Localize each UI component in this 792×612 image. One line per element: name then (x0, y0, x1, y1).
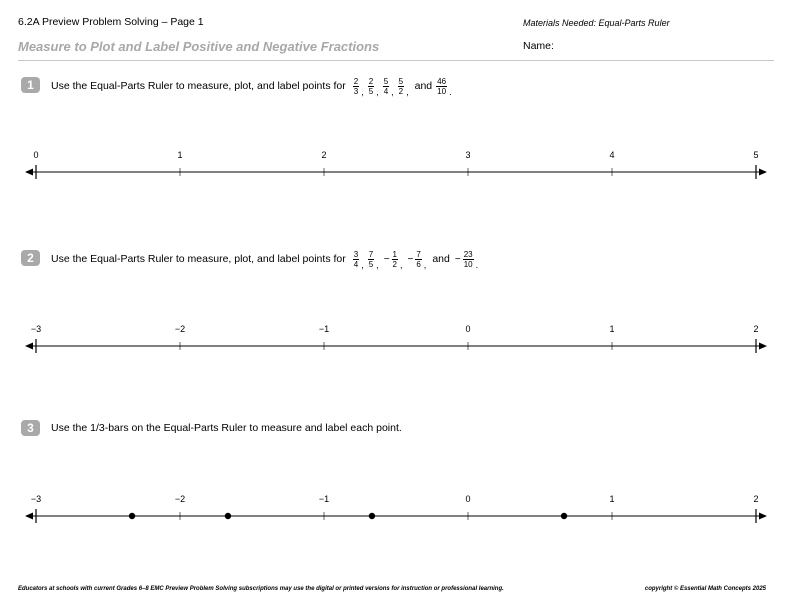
tick-label: 0 (465, 494, 471, 504)
fraction (353, 250, 359, 269)
problem-2-text (51, 248, 481, 270)
problem-statement: Use the Equal-Parts Ruler to measure, plot, and label points for (51, 80, 346, 92)
fraction-numerator: 23 (463, 249, 473, 259)
fraction (463, 250, 474, 269)
header-divider (18, 60, 774, 61)
fraction-denominator: 2 (398, 86, 404, 96)
worksheet-title: 6.2A Preview Problem Solving – Page 1 (18, 16, 204, 28)
negative-sign: − (454, 253, 461, 265)
fraction-numerator: 7 (368, 249, 374, 259)
tick-label: 0 (465, 324, 471, 334)
tick-label: 0 (33, 150, 39, 160)
fraction-numerator: 5 (383, 76, 389, 86)
and-word: and (414, 80, 433, 92)
fraction-denominator: 10 (463, 259, 473, 269)
tick-label: −3 (30, 494, 42, 504)
fraction (383, 77, 389, 96)
left-arrow-icon (25, 343, 33, 350)
tick-label: −2 (174, 494, 186, 504)
left-arrow-icon (25, 513, 33, 520)
footer-license: Educators at schools with current Grades 6–8 EMC Preview Problem Solving subscriptions may use the digital or printed versions for instruction or professional learning. (18, 586, 504, 592)
fraction-numerator: 3 (353, 249, 359, 259)
fraction (368, 250, 374, 269)
problem-1-text (51, 75, 455, 97)
fraction-denominator: 4 (383, 86, 389, 96)
materials-needed: Materials Needed: Equal-Parts Ruler (523, 18, 670, 28)
problem-2-number-line (0, 320, 792, 360)
negative-sign: − (383, 253, 390, 265)
fraction-numerator: 5 (398, 76, 404, 86)
fraction-separator: , (399, 260, 403, 270)
plotted-point (369, 513, 375, 519)
fraction-denominator: 3 (353, 86, 359, 96)
fraction (398, 77, 404, 96)
fraction-separator: , (361, 87, 364, 97)
fraction (368, 77, 374, 96)
fraction (436, 77, 447, 96)
tick-label: 5 (753, 150, 759, 160)
fraction-separator: . (449, 87, 452, 97)
plotted-point (561, 513, 567, 519)
tick-label: −1 (318, 324, 330, 334)
plotted-point (225, 513, 231, 519)
problem-statement: Use the 1/3-bars on the Equal-Parts Ruler to measure and label each point. (51, 422, 402, 434)
problem-statement: Use the Equal-Parts Ruler to measure, plot, and label points for (51, 253, 346, 265)
right-arrow-icon (759, 343, 767, 350)
right-arrow-icon (759, 513, 767, 520)
tick-label: 1 (609, 324, 615, 334)
fraction-separator: , (376, 87, 379, 97)
problem-2-number: 2 (21, 250, 40, 266)
fraction (392, 250, 398, 269)
problem-3-number-line (0, 490, 792, 530)
tick-label: 1 (609, 494, 615, 504)
fraction-numerator: 46 (437, 76, 447, 86)
fraction-numerator: 2 (353, 76, 359, 86)
tick-label: 2 (753, 494, 759, 504)
name-label: Name: (523, 40, 554, 52)
problem-3-text (51, 420, 408, 436)
tick-label: 1 (177, 150, 183, 160)
tick-label: 3 (465, 150, 471, 160)
fraction (353, 77, 359, 96)
fraction-denominator: 6 (416, 259, 421, 269)
problem-1-number: 1 (21, 77, 40, 93)
fraction-separator: . (475, 260, 479, 270)
tick-label: −3 (30, 324, 42, 334)
fraction-separator: , (361, 260, 364, 270)
and-word: and (432, 253, 450, 265)
fraction-numerator: 7 (416, 249, 421, 259)
tick-label: 4 (609, 150, 615, 160)
footer-copyright: copyright © Essential Math Concepts 2025 (644, 586, 766, 592)
fraction-denominator: 2 (392, 259, 397, 269)
tick-label: 2 (321, 150, 327, 160)
fraction-denominator: 4 (353, 259, 359, 269)
fraction-separator: , (376, 260, 379, 270)
fraction-separator: , (423, 260, 427, 270)
fraction-denominator: 10 (437, 86, 447, 96)
fraction-numerator: 2 (368, 76, 374, 86)
tick-label: −1 (318, 494, 330, 504)
worksheet-subtitle: Measure to Plot and Label Positive and Negative Fractions (18, 39, 380, 54)
fraction-numerator: 1 (392, 249, 397, 259)
tick-label: 2 (753, 324, 759, 334)
fraction (415, 250, 421, 269)
fraction-separator: , (391, 87, 394, 97)
left-arrow-icon (25, 169, 33, 176)
tick-label: −2 (174, 324, 186, 334)
right-arrow-icon (759, 169, 767, 176)
problem-3-number: 3 (21, 420, 40, 436)
fraction-separator: , (406, 87, 409, 97)
problem-1-number-line (0, 146, 792, 186)
fraction-denominator: 5 (368, 259, 374, 269)
fraction-denominator: 5 (368, 86, 374, 96)
plotted-point (129, 513, 135, 519)
negative-sign: − (407, 253, 414, 265)
